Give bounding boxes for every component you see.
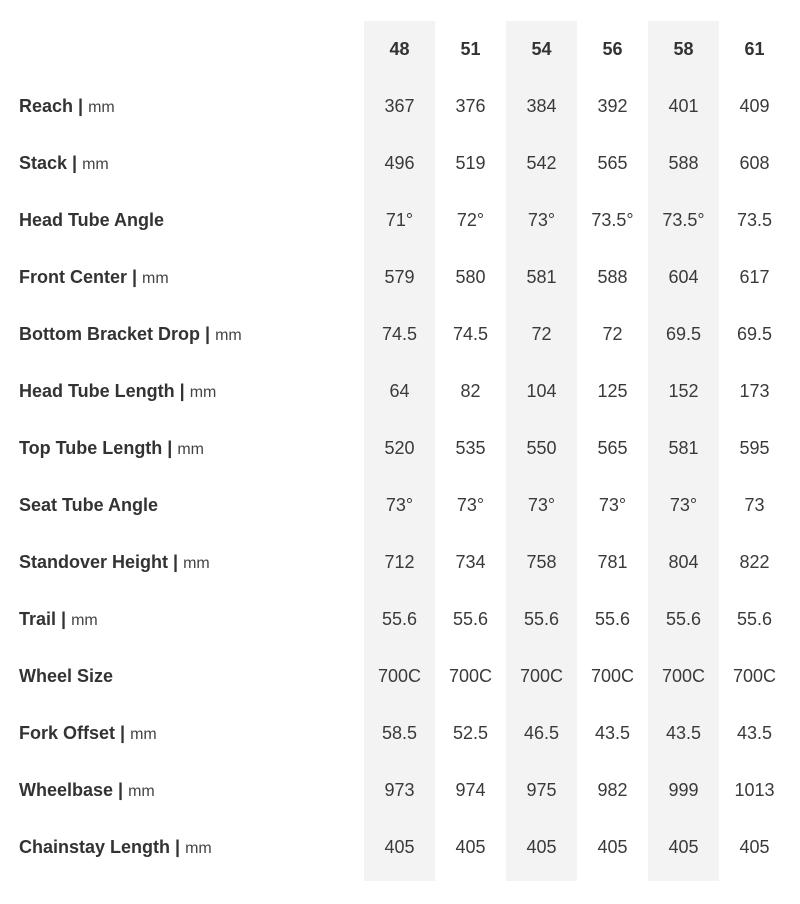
row-unit: mm <box>71 612 98 629</box>
row-unit: mm <box>185 840 212 857</box>
value-cell: 822 <box>739 552 770 572</box>
value-cell: 734 <box>455 552 486 572</box>
row-label-name: Top Tube Length <box>19 438 163 458</box>
geometry-row <box>0 192 800 249</box>
row-label <box>19 534 210 591</box>
unit-separator: | <box>56 609 72 629</box>
value-cell: 700C <box>448 666 493 686</box>
geometry-row <box>0 306 800 363</box>
value-cell: 55.6 <box>381 609 418 629</box>
geometry-row <box>0 135 800 192</box>
value-cell: 69.5 <box>736 324 773 344</box>
row-unit: mm <box>183 555 210 572</box>
value-cell: 565 <box>597 438 628 458</box>
value-cell: 565 <box>597 153 628 173</box>
value-cell: 55.6 <box>523 609 560 629</box>
size-header-cell: 58 <box>673 39 694 59</box>
geometry-row <box>0 591 800 648</box>
row-label-name: Standover Height <box>19 552 169 572</box>
value-cell: 43.5 <box>594 723 631 743</box>
geometry-row <box>0 762 800 819</box>
value-cell: 72 <box>531 324 552 344</box>
size-header-cell: 48 <box>389 39 410 59</box>
value-cell: 520 <box>384 438 415 458</box>
row-label-name: Bottom Bracket Drop <box>19 324 201 344</box>
value-cell: 384 <box>526 96 557 116</box>
value-cell: 581 <box>526 267 557 287</box>
value-cell: 73° <box>527 495 556 515</box>
row-label <box>19 648 113 705</box>
row-unit: mm <box>130 726 157 743</box>
size-header-cell: 54 <box>531 39 552 59</box>
value-cell: 73° <box>598 495 627 515</box>
value-cell: 367 <box>384 96 415 116</box>
value-cell: 46.5 <box>523 723 560 743</box>
geometry-row <box>0 78 800 135</box>
value-cell: 405 <box>597 837 628 857</box>
row-label <box>19 78 115 135</box>
row-label-name: Trail <box>19 609 57 629</box>
row-label-name: Seat Tube Angle <box>19 495 159 515</box>
value-cell: 617 <box>739 267 770 287</box>
value-cell: 700C <box>590 666 635 686</box>
value-cell: 55.6 <box>665 609 702 629</box>
value-cell: 104 <box>526 381 557 401</box>
value-cell: 982 <box>597 780 628 800</box>
value-cell: 69.5 <box>665 324 702 344</box>
value-cell: 392 <box>597 96 628 116</box>
value-cell: 125 <box>597 381 628 401</box>
value-cell: 405 <box>455 837 486 857</box>
geometry-row <box>0 420 800 477</box>
value-cell: 405 <box>526 837 557 857</box>
value-cell: 43.5 <box>736 723 773 743</box>
geometry-row <box>0 819 800 876</box>
value-cell: 55.6 <box>594 609 631 629</box>
value-cell: 535 <box>455 438 486 458</box>
unit-separator: | <box>113 780 129 800</box>
value-cell: 74.5 <box>452 324 489 344</box>
unit-separator: | <box>73 96 89 116</box>
value-cell: 73 <box>744 495 765 515</box>
value-cell: 52.5 <box>452 723 489 743</box>
value-cell: 73° <box>385 495 414 515</box>
value-cell: 64 <box>389 381 410 401</box>
value-cell: 700C <box>732 666 777 686</box>
geometry-row <box>0 477 800 534</box>
size-header-cell: 61 <box>744 39 765 59</box>
row-label-name: Reach <box>19 96 74 116</box>
row-unit: mm <box>142 270 169 287</box>
row-label-name: Head Tube Angle <box>19 210 165 230</box>
unit-separator: | <box>115 723 131 743</box>
value-cell: 73° <box>456 495 485 515</box>
row-label <box>19 192 164 249</box>
value-cell: 974 <box>455 780 486 800</box>
value-cell: 152 <box>668 381 699 401</box>
value-cell: 401 <box>668 96 699 116</box>
value-cell: 700C <box>377 666 422 686</box>
value-cell: 405 <box>739 837 770 857</box>
unit-separator: | <box>200 324 216 344</box>
value-cell: 1013 <box>734 780 775 800</box>
size-header-row <box>0 21 800 78</box>
row-label-name: Chainstay Length <box>19 837 171 857</box>
geometry-row <box>0 648 800 705</box>
value-cell: 55.6 <box>736 609 773 629</box>
value-cell: 73° <box>669 495 698 515</box>
value-cell: 700C <box>661 666 706 686</box>
row-label <box>19 819 212 876</box>
value-cell: 496 <box>384 153 415 173</box>
value-cell: 781 <box>597 552 628 572</box>
value-cell: 588 <box>597 267 628 287</box>
value-cell: 581 <box>668 438 699 458</box>
value-cell: 579 <box>384 267 415 287</box>
value-cell: 975 <box>526 780 557 800</box>
value-cell: 542 <box>526 153 557 173</box>
row-label <box>19 420 204 477</box>
row-label <box>19 363 216 420</box>
value-cell: 405 <box>384 837 415 857</box>
row-label-name: Front Center <box>19 267 127 287</box>
unit-separator: | <box>170 837 186 857</box>
value-cell: 72° <box>456 210 485 230</box>
value-cell: 758 <box>526 552 557 572</box>
value-cell: 608 <box>739 153 770 173</box>
geometry-row <box>0 705 800 762</box>
value-cell: 173 <box>739 381 770 401</box>
value-cell: 595 <box>739 438 770 458</box>
row-unit: mm <box>189 384 217 401</box>
size-header-cell: 51 <box>460 39 481 59</box>
row-label <box>19 135 109 192</box>
unit-separator: | <box>168 552 184 572</box>
row-label <box>19 762 155 819</box>
value-cell: 73.5° <box>591 210 634 230</box>
geometry-row <box>0 249 800 306</box>
value-cell: 73.5 <box>736 210 773 230</box>
row-label <box>19 249 169 306</box>
row-unit: mm <box>215 327 242 344</box>
value-cell: 405 <box>668 837 699 857</box>
value-cell: 55.6 <box>452 609 489 629</box>
row-label-name: Stack <box>19 153 68 173</box>
row-label-name: Wheel Size <box>19 666 114 686</box>
unit-separator: | <box>67 153 83 173</box>
row-unit: mm <box>88 99 115 116</box>
row-label-name: Head Tube Length <box>19 381 175 401</box>
value-cell: 409 <box>739 96 770 116</box>
value-cell: 73° <box>527 210 556 230</box>
value-cell: 376 <box>455 96 486 116</box>
value-cell: 999 <box>668 780 699 800</box>
geometry-row <box>0 534 800 591</box>
value-cell: 58.5 <box>381 723 418 743</box>
row-unit: mm <box>177 441 204 458</box>
value-cell: 550 <box>526 438 557 458</box>
value-cell: 700C <box>519 666 564 686</box>
row-unit: mm <box>82 156 109 173</box>
value-cell: 712 <box>384 552 415 572</box>
geometry-row <box>0 363 800 420</box>
row-label <box>19 477 158 534</box>
value-cell: 804 <box>668 552 699 572</box>
value-cell: 580 <box>455 267 486 287</box>
row-label <box>19 705 157 762</box>
unit-separator: | <box>127 267 143 287</box>
size-header-cell: 56 <box>602 39 623 59</box>
unit-separator: | <box>162 438 178 458</box>
value-cell: 73.5° <box>662 210 705 230</box>
row-unit: mm <box>128 783 155 800</box>
value-cell: 588 <box>668 153 699 173</box>
value-cell: 604 <box>668 267 699 287</box>
value-cell: 74.5 <box>381 324 418 344</box>
value-cell: 71° <box>385 210 414 230</box>
row-label-name: Wheelbase <box>19 780 114 800</box>
value-cell: 72 <box>602 324 623 344</box>
unit-separator: | <box>174 381 190 401</box>
row-label <box>19 591 98 648</box>
value-cell: 519 <box>455 153 486 173</box>
value-cell: 43.5 <box>665 723 702 743</box>
value-cell: 973 <box>384 780 415 800</box>
row-label-name: Fork Offset <box>19 723 116 743</box>
value-cell: 82 <box>460 381 481 401</box>
row-label <box>19 306 242 363</box>
